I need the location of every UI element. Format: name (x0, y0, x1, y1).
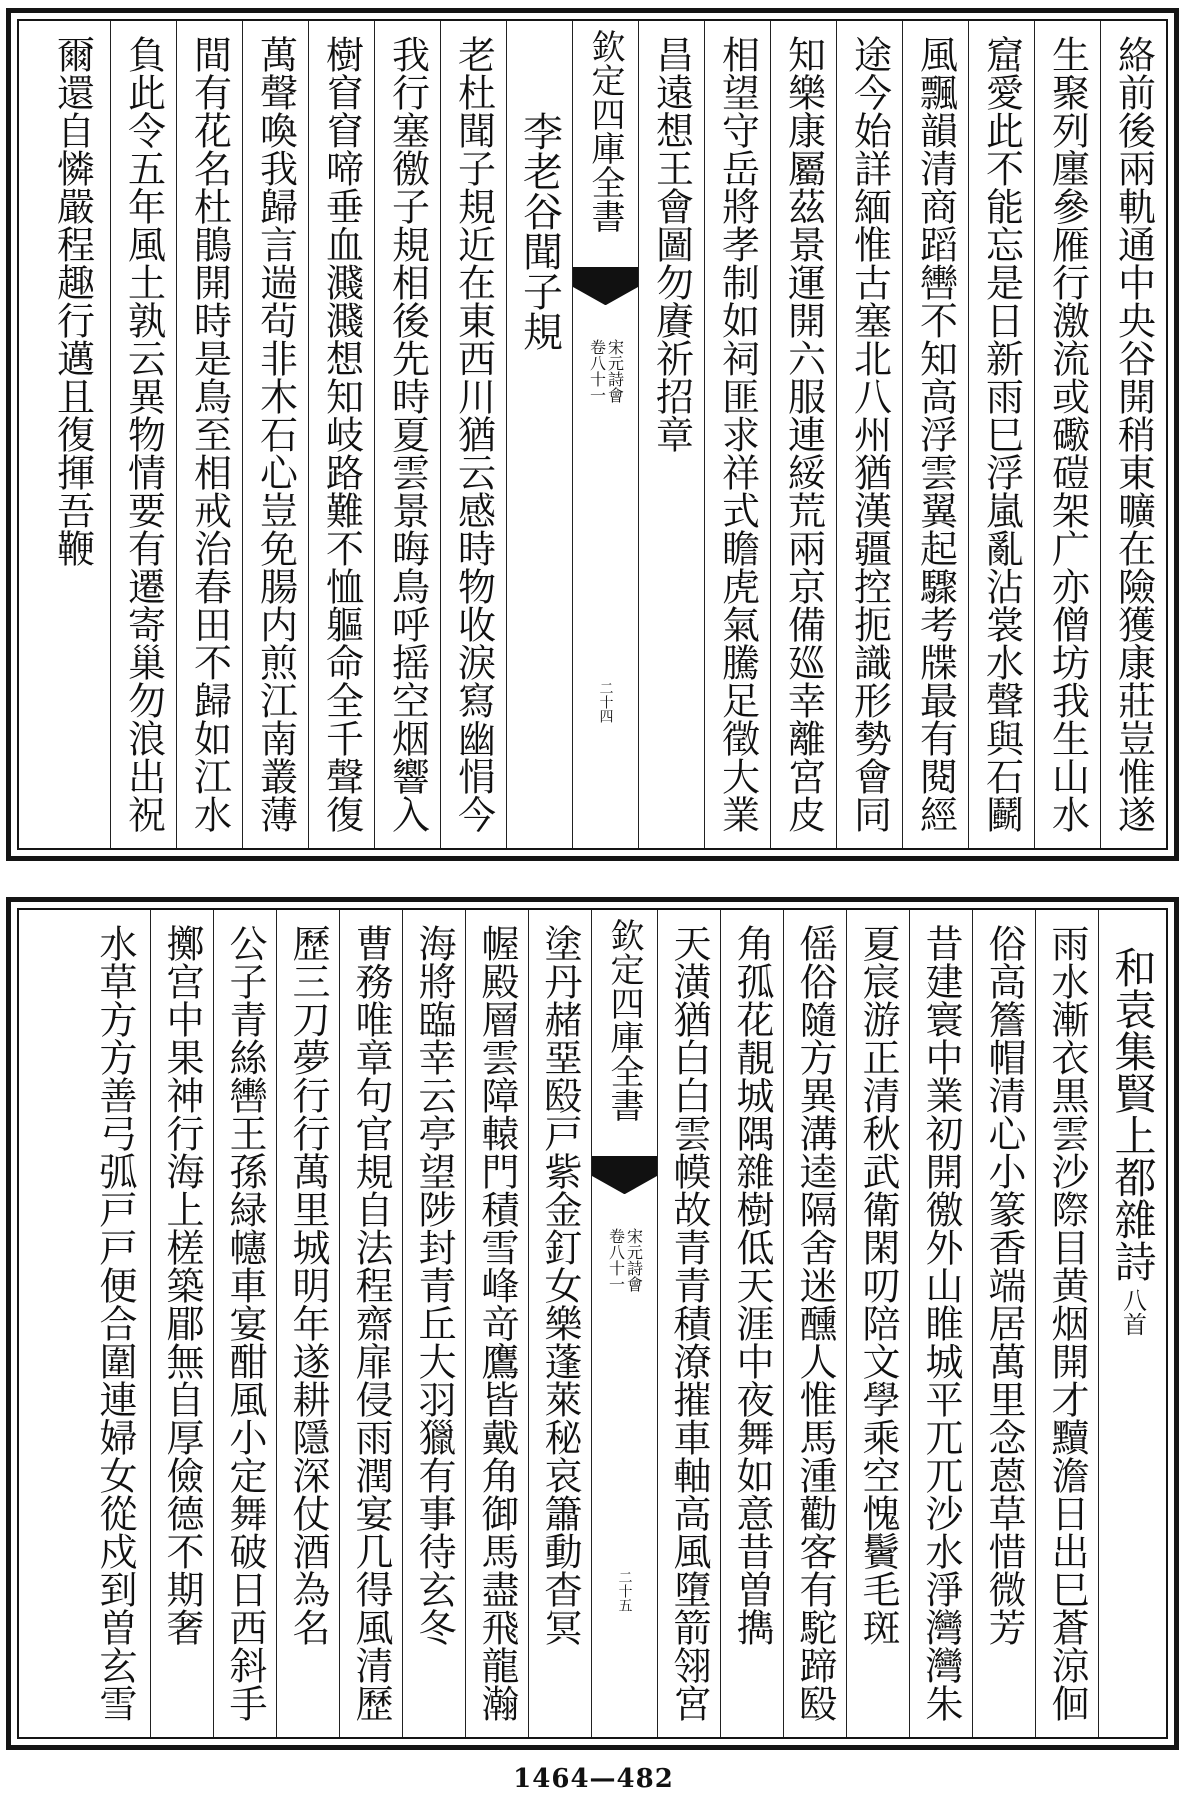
text-column: 塗丹赭堊殹戸紫金釘女樂蓬萊秘哀簫動杳冥 (528, 910, 591, 1737)
poem-title-column (1098, 910, 1166, 1737)
top-page-columns (19, 21, 1166, 848)
text-column: 樹窅窅啼垂血濺濺想知岐路難不恤軀命全千聲復 (308, 21, 374, 848)
text-column: 傜俗隨方異溝逵隔舍迷醺人惟馬湩勸客有駝蹄殹 (783, 910, 846, 1737)
top-page (6, 8, 1179, 861)
text-column: 相望守岳將孝制如祠匪求祥式瞻虎氣騰足徵大業 (704, 21, 770, 848)
text-column: 昔建寰中業初開徼外山睢城平兀兀沙水淨灣灣朱 (909, 910, 972, 1737)
bottom-page-columns (19, 910, 1166, 1737)
text-column: 天潢猶白白雲幙故青青積潦摧車軸高風墮箭翎宮 (657, 910, 720, 1737)
text-column: 水草方方善弓弧戸戸便合圍連婦女從戍到曽玄雪 (93, 924, 137, 1722)
fish-tail-mark (592, 1156, 657, 1210)
book-header: 欽定四庫全書 (585, 29, 625, 233)
text-column: 角孤花靚城隅雜樹低天涯中夜舞如意昔曽擕 (720, 910, 783, 1737)
page-number: 二十五 (616, 1570, 633, 1612)
text-column: 爾還自憐嚴程趣行邁且復揮吾鞭 (50, 35, 95, 567)
text-column: 曹務唯章句官規自法程齋扉侵雨潤宴几得風清歷 (339, 910, 402, 1737)
text-column: 負此令五年風土孰云異物情要有遷寄巢勿浪出祝 (110, 21, 176, 848)
text-column: 知樂康屬茲景運開六服連綏荒兩京備廵幸離宮皮 (770, 21, 836, 848)
text-column: 夏宸游正清秋武衛閑叨陪文學乘空愧鬢毛斑 (846, 910, 909, 1737)
center-fold-column (591, 910, 657, 1737)
bottom-page (6, 897, 1179, 1750)
text-column: 歷三刀夢行行萬里城明年遂耕隱深仗酒為名 (276, 910, 339, 1737)
center-fold-column (572, 21, 638, 848)
text-column: 公子青絲轡王孫緑幰車宴酣風小定舞破日西斜手 (213, 910, 276, 1737)
footer-reference: 1464—482 (513, 1764, 674, 1794)
text-column: 絡前後兩軌通中央谷開稍東曠在險獲康莊豈惟遂 (1100, 21, 1166, 848)
text-column: 間有花名杜鵑開時是鳥至相戒治春田不歸如江水 (176, 21, 242, 848)
poem-title: 和袁集賢上都雜詩 (1108, 946, 1158, 1282)
bottom-page-frame (17, 908, 1168, 1739)
book-header: 欽定四庫全書 (604, 918, 644, 1122)
text-column: 海將臨幸云亭望陟封青丘大羽獵有事待玄冬 (402, 910, 465, 1737)
poem-title-column: 李老谷聞子規 (506, 21, 572, 848)
section-info: 宋元詩會 卷八十一 (606, 1228, 644, 1292)
poem-title-note: 八首 (1118, 1288, 1147, 1336)
text-column: 幄殿層雲障轅門積雪峰竒鷹皆戴角御馬盡飛龍瀚 (465, 910, 528, 1737)
text-column: 俗高簷帽清心小篆香端居萬里念蒽草惜微芳 (972, 910, 1035, 1737)
text-column: 窟愛此不能忘是日新雨巳浮嵐亂沾裳水聲與石鬬 (968, 21, 1034, 848)
text-column: 萬聲喚我歸言遄茍非木石心豈免腸内煎江南叢薄 (242, 21, 308, 848)
section-info: 宋元詩會 卷八十一 (587, 339, 625, 403)
top-page-frame (17, 19, 1168, 850)
text-column: 擲宫中果神行海上槎築郿無自厚儉德不期奢 (150, 910, 213, 1737)
text-column: 途今始詳緬惟古塞北八州猶漢疆控扼識形勢會同 (836, 21, 902, 848)
fish-tail-mark (573, 267, 638, 321)
text-column: 風飄韻清商蹈轡不知高浮雲翼起驟考牒最有閱經 (902, 21, 968, 848)
page-number: 二十四 (597, 681, 614, 723)
text-column: 生聚列廛參雁行激流或礮磑架广亦僧坊我生山水 (1034, 21, 1100, 848)
text-column: 昌遠想王會圖勿賡祈招章 (638, 21, 704, 848)
text-column: 我行塞徼子規相後先時夏雲景晦鳥呼摇空烟響入 (374, 21, 440, 848)
text-column: 雨水漸衣黒雲沙際目黄烟開才黷澹日出巳蒼涼佪 (1035, 910, 1098, 1737)
text-column: 老杜聞子規近在東西川猶云感時物收淚寫幽悁今 (440, 21, 506, 848)
